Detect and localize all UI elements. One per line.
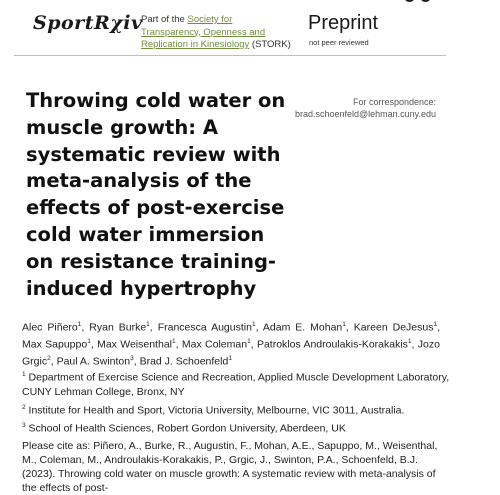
affiliation-number: 3 <box>22 422 26 429</box>
author-name: Paul A. Swinton <box>56 355 131 368</box>
author-affiliation-mark: 1 <box>407 338 412 345</box>
affiliation-item <box>22 368 452 399</box>
author-affiliation-mark: 1 <box>77 321 82 328</box>
not-reviewed-label: not peer reviewed <box>309 38 369 47</box>
author-affiliation-mark: 2 <box>47 355 51 362</box>
author-name: Patroklos Androulakis-Korakakis <box>256 338 408 351</box>
author-name: Brad J. Schoenfeld <box>139 355 229 368</box>
correspondence <box>295 96 436 120</box>
preprint-label: Preprint <box>308 12 379 34</box>
author-list: Alec Piñero$^1$, Ryan Burke$^1$, Francesca Augustin$^1$, Adam E. Mohan$^1$, Kareen DeJesus$^1$, Max Sapuppo$^1$, Max Weisenthal$^1$, Max Coleman$^1$, Patroklos Androulakis-Korakakis$^1$, Jozo Grgic$^2$, Paul A. Swinton$^3$, Brad J. Schoenfeld$^1$ <box>22 321 441 368</box>
affiliation-number: 1 <box>22 371 26 378</box>
affiliation-item <box>22 401 452 418</box>
author-name: Max Sapuppo <box>22 338 88 351</box>
affiliation-text: Institute for Health and Sport, Victoria University, Melbourne, VIC 3011, Australia. <box>25 404 405 416</box>
author-name: Jozo Grgic <box>22 338 440 368</box>
part-of-prefix: Part of the <box>141 14 188 25</box>
top-edge-mark <box>420 0 431 2</box>
author-name: Alec Piñero <box>22 321 78 334</box>
top-edge-mark <box>404 0 415 2</box>
affiliation-text: Department of Exercise Science and Recreation, Applied Muscle Development Laboratory, CUNY Lehman College, Bronx, NY <box>22 371 450 398</box>
author-affiliation-mark: 1 <box>433 321 438 328</box>
citation: Please cite as: Piñero, A., Burke, R., Augustin, F., Mohan, A.E., Sapuppo, M., Weisenthal, M., Coleman, M., Androulakis-Korakakis, P., Grgic, J., Swinton, P.A., Schoenfeld, B.J. (2023). Throwing cold water on muscle growth: A systematic review with meta-analysis of the effects of post- <box>22 440 438 494</box>
author-name: Ryan Burke <box>89 321 147 334</box>
paper-title: Throwing cold water on muscle growth: A systematic review with meta-analysis of the effects of post-exercise cold water immersion on resistance training-induced hypertrophy <box>26 89 286 300</box>
author-affiliation-mark: 1 <box>247 338 251 345</box>
correspondence-label: For correspondence: <box>352 97 436 107</box>
affiliation-text: School of Health Sciences, Robert Gordon University, Aberdeen, UK <box>25 422 346 435</box>
author-affiliation-mark: 1 <box>146 321 150 328</box>
author-name: Max Weisenthal <box>97 338 172 351</box>
affiliation-item <box>22 419 452 436</box>
affiliation-number: 2 <box>22 403 26 411</box>
author-affiliation-mark: 3 <box>130 355 134 362</box>
part-of-suffix: (STORK) <box>249 39 291 50</box>
author-name: Francesca Augustin <box>157 321 252 334</box>
author-affiliation-mark: 1 <box>251 321 256 328</box>
header-divider <box>14 55 446 56</box>
author-name: Max Coleman <box>181 338 248 351</box>
author-affiliation-mark: 1 <box>228 355 232 362</box>
author-affiliation-mark: 1 <box>342 321 346 328</box>
affiliations <box>22 368 452 436</box>
header <box>0 0 500 60</box>
society-link[interactable]: Society for Transparency, Openness and Replication in Kinesiology <box>141 14 266 50</box>
author-name: Kareen DeJesus <box>353 321 434 334</box>
author-affiliation-mark: 1 <box>172 338 176 345</box>
part-of-text <box>141 14 293 52</box>
correspondence-email[interactable]: brad.schoenfeld@lehman.cuny.edu <box>294 109 436 119</box>
sportrxiv-logo[interactable]: SportRχiv <box>33 12 143 34</box>
author-affiliation-mark: 1 <box>87 338 91 345</box>
author-name: Adam E. Mohan <box>262 321 343 334</box>
